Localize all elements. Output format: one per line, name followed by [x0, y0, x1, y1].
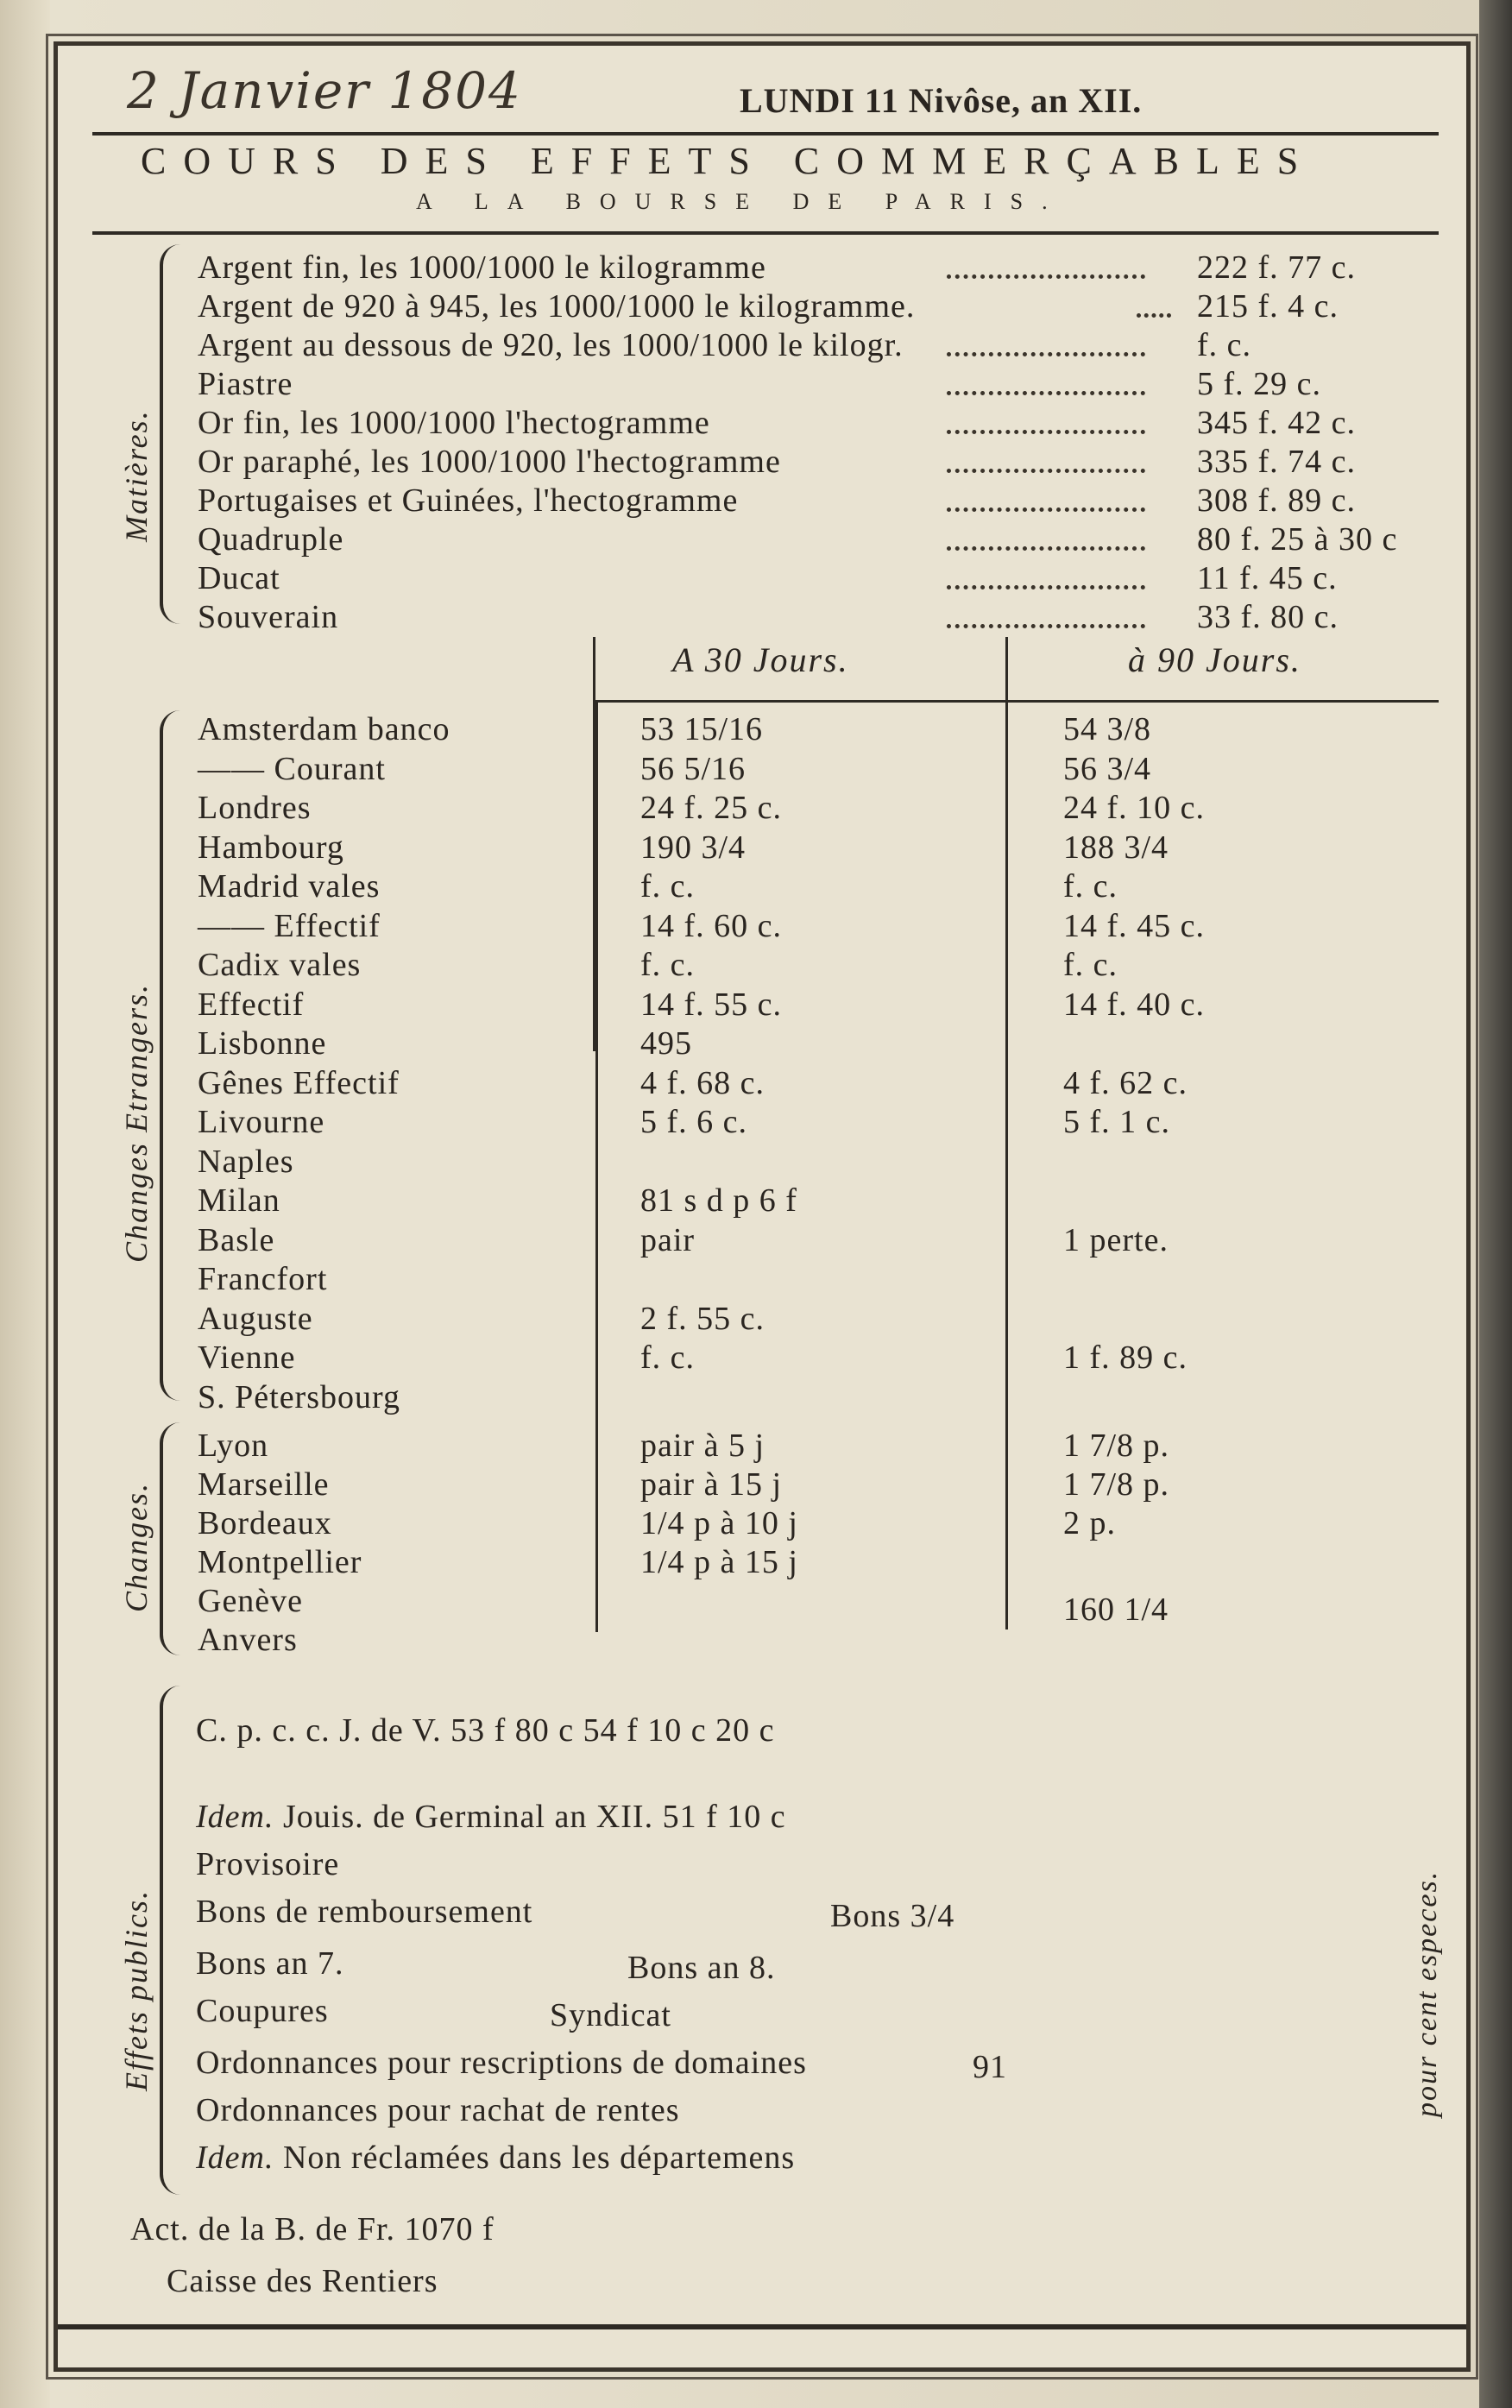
- exchange-value-30-jours: 14 f. 55 c.: [640, 986, 783, 1023]
- matiere-value: 80 f. 25 à 30 c: [1197, 521, 1398, 558]
- page-subtitle: A LA BOURSE DE PARIS.: [416, 189, 1067, 214]
- dot-leader: [947, 352, 1145, 356]
- matiere-label: Ducat: [198, 560, 280, 596]
- exchange-place-label: Milan: [198, 1182, 280, 1219]
- change-value-30-jours: pair à 5 j: [640, 1428, 765, 1464]
- exchange-value-90-jours: 56 3/4: [1063, 750, 1152, 787]
- matiere-value: 308 f. 89 c.: [1197, 482, 1357, 519]
- effets-line-provisoire: Provisoire: [196, 1846, 340, 1882]
- header-rule-bottom: [92, 231, 1439, 235]
- change-place-label: Bordeaux: [198, 1505, 332, 1541]
- exchange-value-90-jours: f. c.: [1063, 947, 1118, 983]
- effets-line-cpcc: C. p. c. c. J. de V. 53 f 80 c 54 f 10 c 20 c: [196, 1712, 775, 1749]
- exchange-value-90-jours: 1 f. 89 c.: [1063, 1340, 1188, 1376]
- side-label-changes: Changes.: [119, 1482, 154, 1612]
- exchange-value-30-jours: f. c.: [640, 1340, 696, 1376]
- matiere-label: Piastre: [198, 366, 293, 402]
- column-header-rule: [593, 700, 1439, 703]
- exchange-value-30-jours: 190 3/4: [640, 829, 747, 866]
- matiere-label: Quadruple: [198, 521, 344, 558]
- matiere-value: 5 f. 29 c.: [1197, 366, 1322, 402]
- document-page: [54, 41, 1471, 2372]
- exchange-place-label: Naples: [198, 1143, 294, 1180]
- change-value-90-jours: 1 7/8 p.: [1063, 1466, 1170, 1503]
- dot-leader: [947, 274, 1145, 279]
- change-place-label: Montpellier: [198, 1544, 362, 1580]
- page-bottom-rule: [58, 2324, 1466, 2329]
- change-place-label: Marseille: [198, 1466, 330, 1503]
- dot-leader: [947, 624, 1145, 628]
- matiere-value: 335 f. 74 c.: [1197, 444, 1357, 480]
- dot-leader: [947, 546, 1145, 551]
- matiere-label: Or fin, les 1000/1000 l'hectogramme: [198, 405, 710, 441]
- effets-line-rescriptions-value: 91: [973, 2049, 1007, 2085]
- matiere-value: f. c.: [1197, 327, 1252, 363]
- exchange-place-label: S. Pétersbourg: [198, 1378, 400, 1415]
- exchange-place-label: Livourne: [198, 1104, 325, 1140]
- idem-label: Idem.: [196, 1799, 274, 1835]
- brace-matieres: [160, 244, 180, 624]
- exchange-value-90-jours: 14 f. 40 c.: [1063, 986, 1206, 1023]
- change-value-30-jours: pair à 15 j: [640, 1466, 783, 1503]
- column-header-30-jours: A 30 Jours.: [672, 640, 849, 679]
- column-divider-30: [595, 700, 598, 1632]
- right-binding-edge: [1479, 0, 1512, 2408]
- dot-leader: [947, 469, 1145, 473]
- change-value-90-jours: 1 7/8 p.: [1063, 1428, 1170, 1464]
- exchange-value-30-jours: 495: [640, 1025, 692, 1062]
- exchange-place-label: —— Courant: [198, 750, 386, 787]
- exchange-value-90-jours: 188 3/4: [1063, 829, 1169, 866]
- exchange-place-label: Amsterdam banco: [198, 711, 450, 747]
- matiere-label: Argent fin, les 1000/1000 le kilogramme: [198, 249, 766, 286]
- change-value-30-jours: 1/4 p à 15 j: [640, 1544, 798, 1580]
- exchange-value-30-jours: 2 f. 55 c.: [640, 1300, 765, 1337]
- brace-changes: [160, 1422, 180, 1655]
- dot-leader: [947, 585, 1145, 589]
- effets-line-ordonnances-rachat: Ordonnances pour rachat de rentes: [196, 2092, 680, 2128]
- exchange-place-label: Madrid vales: [198, 868, 381, 905]
- matiere-value: 215 f. 4 c.: [1197, 288, 1339, 325]
- matiere-label: Argent au dessous de 920, les 1000/1000 le kilogr.: [198, 327, 904, 363]
- exchange-value-30-jours: 81 s d p 6 f: [640, 1182, 797, 1219]
- matiere-label: Portugaises et Guinées, l'hectogramme: [198, 482, 739, 519]
- effets-line-non-reclamees-text: Non réclamées dans les départemens: [282, 2140, 796, 2176]
- exchange-place-label: Gênes Effectif: [198, 1064, 400, 1101]
- exchange-value-90-jours: 1 perte.: [1063, 1221, 1169, 1258]
- exchange-value-90-jours: f. c.: [1063, 868, 1118, 905]
- dot-leader: [947, 507, 1145, 512]
- side-label-effets-publics: Effets publics.: [119, 1889, 154, 2091]
- dot-leader: [1137, 313, 1171, 318]
- column-divider-right: [1005, 637, 1008, 1629]
- page-title: COURS DES EFFETS COMMERÇABLES: [141, 140, 1316, 182]
- side-label-pour-cent-especes: pour cent especes.: [1411, 1869, 1443, 2117]
- handwritten-date: 2 Janvier 1804: [127, 61, 522, 120]
- exchange-value-30-jours: f. c.: [640, 947, 696, 983]
- exchange-value-30-jours: 53 15/16: [640, 711, 764, 747]
- exchange-value-90-jours: 4 f. 62 c.: [1063, 1064, 1188, 1101]
- effets-line-idem-non-reclamees: [196, 2139, 795, 2177]
- effets-line-bons-an-7: Bons an 7.: [196, 1945, 344, 1982]
- exchange-place-label: Basle: [198, 1221, 275, 1258]
- change-place-label: Genève: [198, 1583, 304, 1619]
- exchange-place-label: Hambourg: [198, 829, 344, 866]
- effets-line-bons-an-8: Bons an 8.: [627, 1950, 776, 1986]
- exchange-place-label: Effectif: [198, 986, 305, 1023]
- matiere-label: Argent de 920 à 945, les 1000/1000 le kilogramme.: [198, 288, 916, 325]
- matiere-label: Souverain: [198, 599, 339, 635]
- change-value-90-jours: 160 1/4: [1063, 1592, 1169, 1628]
- exchange-place-label: Londres: [198, 790, 312, 826]
- printed-date: LUNDI 11 Nivôse, an XII.: [740, 81, 1143, 120]
- effets-line-ordonnances-rescriptions: Ordonnances pour rescriptions de domaines: [196, 2045, 807, 2081]
- exchange-value-30-jours: f. c.: [640, 868, 696, 905]
- exchange-place-label: Lisbonne: [198, 1025, 327, 1062]
- change-place-label: Lyon: [198, 1428, 269, 1464]
- exchange-value-30-jours: 4 f. 68 c.: [640, 1064, 765, 1101]
- footer-banque-de-france: Act. de la B. de Fr. 1070 f: [130, 2211, 495, 2247]
- exchange-value-90-jours: 54 3/8: [1063, 711, 1152, 747]
- exchange-place-label: —— Effectif: [198, 907, 381, 944]
- idem-label: Idem.: [196, 2140, 274, 2176]
- footer-caisse-des-rentiers: Caisse des Rentiers: [167, 2263, 438, 2299]
- exchange-value-30-jours: 24 f. 25 c.: [640, 790, 783, 826]
- dot-leader: [947, 391, 1145, 395]
- matiere-value: 222 f. 77 c.: [1197, 249, 1357, 286]
- exchange-place-label: Auguste: [198, 1300, 313, 1337]
- brace-changes-etrangers: [160, 710, 180, 1401]
- exchange-place-label: Vienne: [198, 1340, 296, 1376]
- effets-line-bons-remboursement: Bons de remboursement: [196, 1894, 533, 1930]
- exchange-value-90-jours: 5 f. 1 c.: [1063, 1104, 1171, 1140]
- change-value-90-jours: 2 p.: [1063, 1505, 1116, 1541]
- column-header-90-jours: à 90 Jours.: [1128, 640, 1301, 679]
- exchange-value-30-jours: 56 5/16: [640, 750, 747, 787]
- matiere-label: Or paraphé, les 1000/1000 l'hectogramme: [198, 444, 781, 480]
- exchange-value-30-jours: 14 f. 60 c.: [640, 907, 783, 944]
- change-place-label: Anvers: [198, 1622, 298, 1658]
- exchange-place-label: Cadix vales: [198, 947, 362, 983]
- effets-line-idem-jouis: [196, 1798, 786, 1836]
- effets-line-syndicat: Syndicat: [550, 1997, 671, 2033]
- exchange-place-label: Francfort: [198, 1261, 328, 1297]
- change-value-30-jours: 1/4 p à 10 j: [640, 1505, 798, 1541]
- matiere-value: 11 f. 45 c.: [1197, 560, 1338, 596]
- exchange-value-30-jours: 5 f. 6 c.: [640, 1104, 748, 1140]
- exchange-value-30-jours: pair: [640, 1221, 696, 1258]
- effets-line-bons-3-4: Bons 3/4: [830, 1898, 955, 1934]
- matiere-value: 345 f. 42 c.: [1197, 405, 1357, 441]
- exchange-value-90-jours: 14 f. 45 c.: [1063, 907, 1206, 944]
- header-rule-top: [92, 132, 1439, 136]
- exchange-value-90-jours: 24 f. 10 c.: [1063, 790, 1206, 826]
- side-label-matieres: Matières.: [119, 409, 154, 542]
- effets-line-jouis-text: Jouis. de Germinal an XII. 51 f 10 c: [282, 1799, 786, 1835]
- left-page-edge: [0, 0, 50, 2408]
- side-label-changes-etrangers: Changes Etrangers.: [119, 983, 154, 1263]
- dot-leader: [947, 430, 1145, 434]
- brace-effets-publics: [160, 1686, 180, 2195]
- matiere-value: 33 f. 80 c.: [1197, 599, 1339, 635]
- effets-line-coupures: Coupures: [196, 1993, 329, 2029]
